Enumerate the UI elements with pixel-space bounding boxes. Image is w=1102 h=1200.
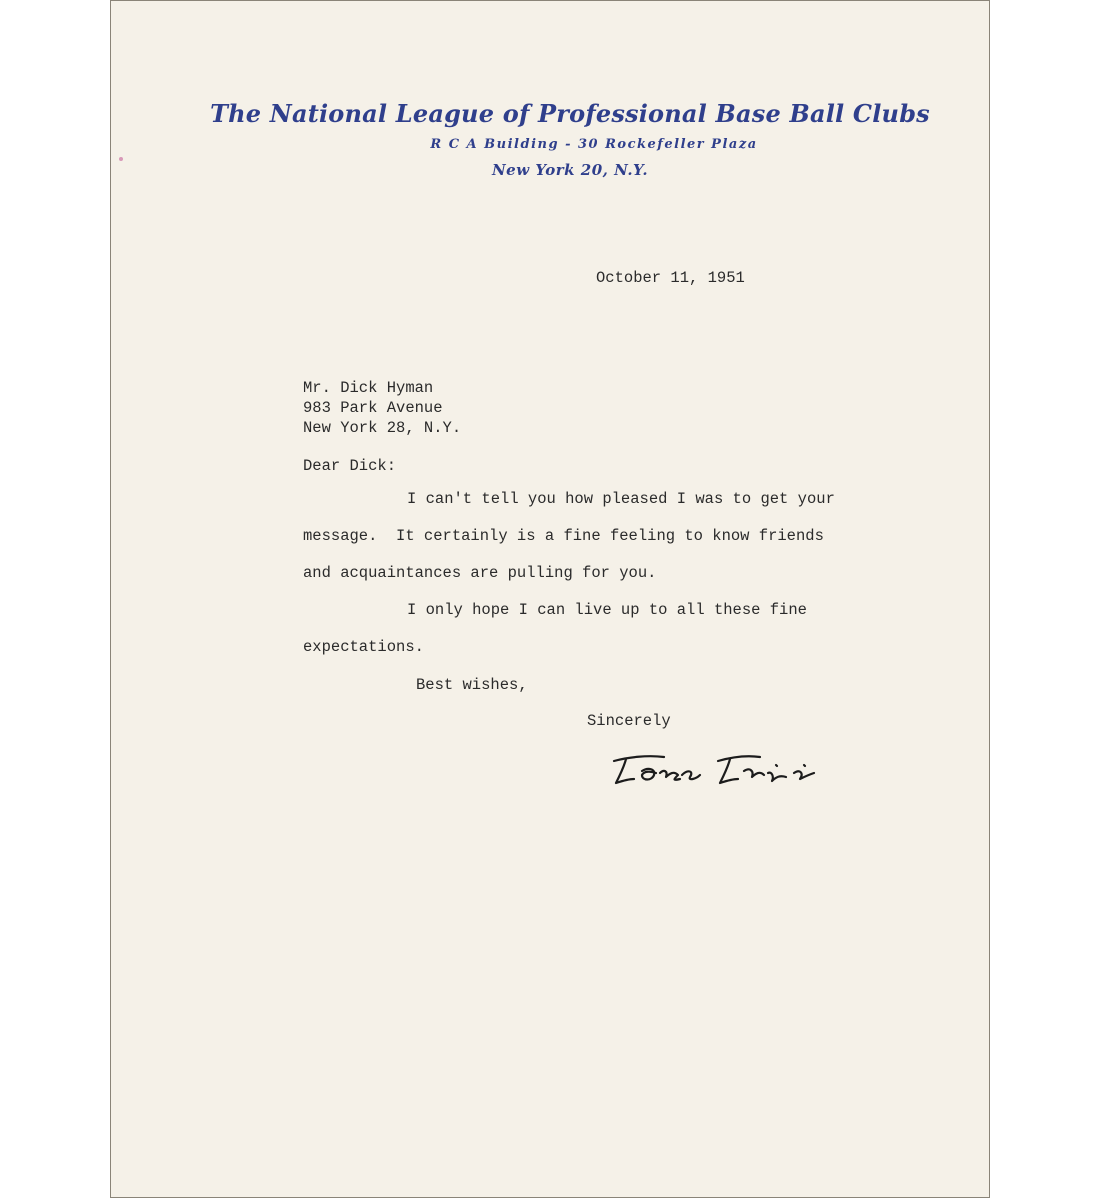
- closing-sincerely: Sincerely: [587, 712, 671, 730]
- recipient-name: Mr. Dick Hyman: [303, 379, 434, 397]
- recipient-street: 983 Park Avenue: [303, 399, 443, 417]
- salutation: Dear Dick:: [303, 457, 397, 475]
- body-line: I only hope I can live up to all these fine: [407, 601, 807, 619]
- letterhead-address: R C A Building - 30 Rockefeller Plaza: [430, 137, 758, 152]
- body-line: and acquaintances are pulling for you.: [303, 564, 657, 582]
- handwritten-signature: [608, 743, 838, 793]
- body-line: message. It certainly is a fine feeling to know friends: [303, 527, 824, 545]
- closing-best-wishes: Best wishes,: [416, 676, 528, 694]
- body-line: expectations.: [303, 638, 424, 656]
- letterhead-organization: The National League of Professional Base Ball Clubs: [210, 99, 930, 128]
- paper-mark: [119, 157, 123, 161]
- recipient-city: New York 28, N.Y.: [303, 419, 462, 437]
- letter-page: [110, 0, 990, 1198]
- body-line: I can't tell you how pleased I was to get your: [407, 490, 835, 508]
- letterhead-city: New York 20, N.Y.: [491, 161, 649, 179]
- letter-date: October 11, 1951: [596, 269, 745, 287]
